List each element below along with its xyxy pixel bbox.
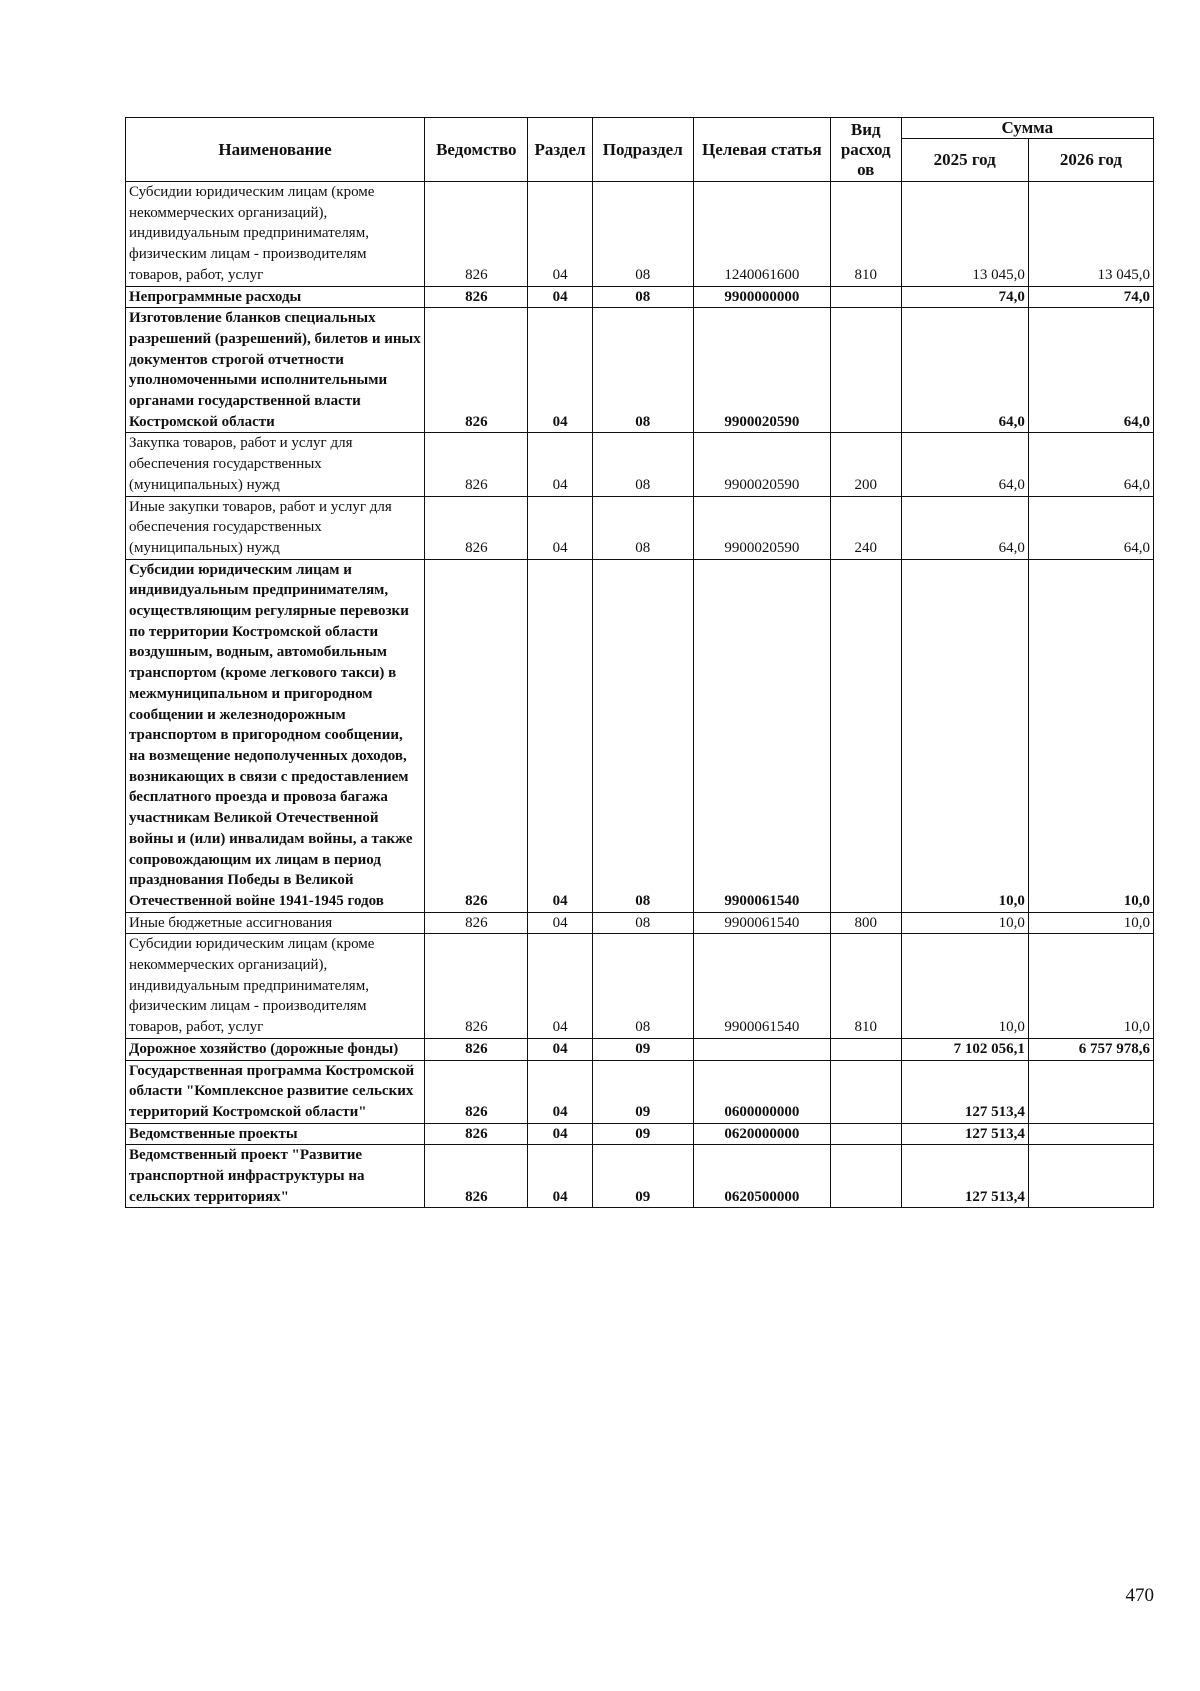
cell-name: Ведомственный проект "Развитие транспортной инфраструктуры на сельских территориях" bbox=[126, 1145, 425, 1208]
cell-kind bbox=[830, 1145, 901, 1208]
cell-2026: 64,0 bbox=[1028, 433, 1153, 496]
table-body bbox=[126, 182, 1154, 1208]
table-row bbox=[126, 1038, 1154, 1060]
cell-name: Изготовление бланков специальных разрешений (разрешений), билетов и иных документов строгой отчетности уполномоченными исполнительными органами государственной власти Костромской области bbox=[126, 308, 425, 433]
cell-subsection: 09 bbox=[592, 1145, 693, 1208]
table-row bbox=[126, 559, 1154, 912]
cell-kind: 810 bbox=[830, 182, 901, 287]
cell-dept: 826 bbox=[425, 1123, 528, 1145]
cell-target: 0620000000 bbox=[693, 1123, 830, 1145]
cell-dept: 826 bbox=[425, 1145, 528, 1208]
cell-section: 04 bbox=[528, 559, 592, 912]
cell-dept: 826 bbox=[425, 308, 528, 433]
cell-2026: 10,0 bbox=[1028, 912, 1153, 934]
cell-name: Дорожное хозяйство (дорожные фонды) bbox=[126, 1038, 425, 1060]
cell-target: 9900020590 bbox=[693, 433, 830, 496]
cell-kind: 810 bbox=[830, 934, 901, 1039]
cell-subsection: 08 bbox=[592, 182, 693, 287]
cell-dept: 826 bbox=[425, 182, 528, 287]
cell-subsection: 08 bbox=[592, 912, 693, 934]
cell-name: Закупка товаров, работ и услуг для обеспечения государственных (муниципальных) нужд bbox=[126, 433, 425, 496]
table-row bbox=[126, 433, 1154, 496]
cell-section: 04 bbox=[528, 1145, 592, 1208]
cell-dept: 826 bbox=[425, 286, 528, 308]
table-header bbox=[126, 118, 1154, 182]
cell-section: 04 bbox=[528, 286, 592, 308]
cell-name: Иные бюджетные ассигнования bbox=[126, 912, 425, 934]
cell-section: 04 bbox=[528, 182, 592, 287]
cell-section: 04 bbox=[528, 433, 592, 496]
cell-kind: 800 bbox=[830, 912, 901, 934]
cell-section: 04 bbox=[528, 1038, 592, 1060]
cell-target: 0620500000 bbox=[693, 1145, 830, 1208]
cell-name: Субсидии юридическим лицам (кроме некоммерческих организаций), индивидуальным предпринимателям, физическим лицам - производителям товаров, работ, услуг bbox=[126, 182, 425, 287]
cell-dept: 826 bbox=[425, 1038, 528, 1060]
header-dept: Ведомство bbox=[425, 118, 528, 182]
cell-subsection: 09 bbox=[592, 1038, 693, 1060]
cell-2025: 10,0 bbox=[901, 559, 1028, 912]
cell-section: 04 bbox=[528, 308, 592, 433]
cell-subsection: 08 bbox=[592, 286, 693, 308]
cell-subsection: 08 bbox=[592, 496, 693, 559]
cell-target bbox=[693, 1038, 830, 1060]
cell-kind: 200 bbox=[830, 433, 901, 496]
cell-subsection: 08 bbox=[592, 308, 693, 433]
cell-kind: 240 bbox=[830, 496, 901, 559]
cell-2025: 127 513,4 bbox=[901, 1060, 1028, 1123]
cell-2026 bbox=[1028, 1060, 1153, 1123]
cell-dept: 826 bbox=[425, 496, 528, 559]
header-section: Раздел bbox=[528, 118, 592, 182]
cell-name: Ведомственные проекты bbox=[126, 1123, 425, 1145]
cell-2026: 10,0 bbox=[1028, 559, 1153, 912]
header-subsection: Подраздел bbox=[592, 118, 693, 182]
cell-kind bbox=[830, 1060, 901, 1123]
header-year-2026: 2026 год bbox=[1028, 139, 1153, 182]
cell-name: Непрограммные расходы bbox=[126, 286, 425, 308]
cell-2025: 7 102 056,1 bbox=[901, 1038, 1028, 1060]
cell-target: 9900061540 bbox=[693, 934, 830, 1039]
cell-2025: 10,0 bbox=[901, 934, 1028, 1039]
cell-2026: 13 045,0 bbox=[1028, 182, 1153, 287]
cell-subsection: 08 bbox=[592, 559, 693, 912]
cell-2025: 64,0 bbox=[901, 308, 1028, 433]
cell-target: 9900020590 bbox=[693, 308, 830, 433]
cell-dept: 826 bbox=[425, 912, 528, 934]
header-kind: Вид расход ов bbox=[830, 118, 901, 182]
cell-2025: 64,0 bbox=[901, 496, 1028, 559]
cell-subsection: 08 bbox=[592, 934, 693, 1039]
cell-kind bbox=[830, 559, 901, 912]
page-number: 470 bbox=[1125, 1585, 1154, 1606]
cell-dept: 826 bbox=[425, 1060, 528, 1123]
cell-kind bbox=[830, 1123, 901, 1145]
table-row bbox=[126, 308, 1154, 433]
cell-section: 04 bbox=[528, 934, 592, 1039]
cell-2025: 127 513,4 bbox=[901, 1123, 1028, 1145]
cell-subsection: 08 bbox=[592, 433, 693, 496]
cell-name: Государственная программа Костромской области "Комплексное развитие сельских территорий Костромской области" bbox=[126, 1060, 425, 1123]
cell-section: 04 bbox=[528, 496, 592, 559]
cell-2025: 127 513,4 bbox=[901, 1145, 1028, 1208]
cell-2026: 64,0 bbox=[1028, 308, 1153, 433]
cell-name: Субсидии юридическим лицам и индивидуальным предпринимателям, осуществляющим регулярные перевозки по территории Костромской области воздушным, водным, автомобильным транспортом (кроме легкового такси) в межмуниципальном и пригородном сообщении и железнодорожным транспортом в пригородном сообщении, на возмещение недополученных доходов, возникающих в связи с предоставлением бесплатного проезда и провоза багажа участникам Великой Отечественной войны и (или) инвалидам войны, а также сопровождающим их лицам в период празднования Победы в Великой Отечественной войне 1941-1945 годов bbox=[126, 559, 425, 912]
table-row bbox=[126, 1060, 1154, 1123]
table-row bbox=[126, 496, 1154, 559]
cell-2026 bbox=[1028, 1145, 1153, 1208]
table-row bbox=[126, 1145, 1154, 1208]
cell-2026: 6 757 978,6 bbox=[1028, 1038, 1153, 1060]
cell-target: 9900020590 bbox=[693, 496, 830, 559]
header-year-2025: 2025 год bbox=[901, 139, 1028, 182]
cell-name: Иные закупки товаров, работ и услуг для обеспечения государственных (муниципальных) нужд bbox=[126, 496, 425, 559]
cell-target: 1240061600 bbox=[693, 182, 830, 287]
cell-kind bbox=[830, 308, 901, 433]
cell-target: 9900000000 bbox=[693, 286, 830, 308]
cell-subsection: 09 bbox=[592, 1060, 693, 1123]
cell-subsection: 09 bbox=[592, 1123, 693, 1145]
cell-kind bbox=[830, 1038, 901, 1060]
budget-table bbox=[125, 117, 1154, 1208]
cell-2026 bbox=[1028, 1123, 1153, 1145]
cell-kind bbox=[830, 286, 901, 308]
table-row bbox=[126, 286, 1154, 308]
cell-target: 9900061540 bbox=[693, 559, 830, 912]
cell-dept: 826 bbox=[425, 433, 528, 496]
cell-2025: 74,0 bbox=[901, 286, 1028, 308]
cell-dept: 826 bbox=[425, 559, 528, 912]
table-row bbox=[126, 1123, 1154, 1145]
cell-target: 9900061540 bbox=[693, 912, 830, 934]
cell-2026: 64,0 bbox=[1028, 496, 1153, 559]
cell-2025: 13 045,0 bbox=[901, 182, 1028, 287]
header-sum: Сумма bbox=[901, 118, 1153, 139]
cell-2025: 64,0 bbox=[901, 433, 1028, 496]
cell-section: 04 bbox=[528, 1060, 592, 1123]
cell-2026: 10,0 bbox=[1028, 934, 1153, 1039]
cell-name: Субсидии юридическим лицам (кроме некоммерческих организаций), индивидуальным предпринимателям, физическим лицам - производителям товаров, работ, услуг bbox=[126, 934, 425, 1039]
cell-2026: 74,0 bbox=[1028, 286, 1153, 308]
cell-section: 04 bbox=[528, 912, 592, 934]
header-target: Целевая статья bbox=[693, 118, 830, 182]
table-row bbox=[126, 182, 1154, 287]
table-row bbox=[126, 912, 1154, 934]
cell-2025: 10,0 bbox=[901, 912, 1028, 934]
cell-dept: 826 bbox=[425, 934, 528, 1039]
cell-section: 04 bbox=[528, 1123, 592, 1145]
cell-target: 0600000000 bbox=[693, 1060, 830, 1123]
header-name: Наименование bbox=[126, 118, 425, 182]
table-row bbox=[126, 934, 1154, 1039]
